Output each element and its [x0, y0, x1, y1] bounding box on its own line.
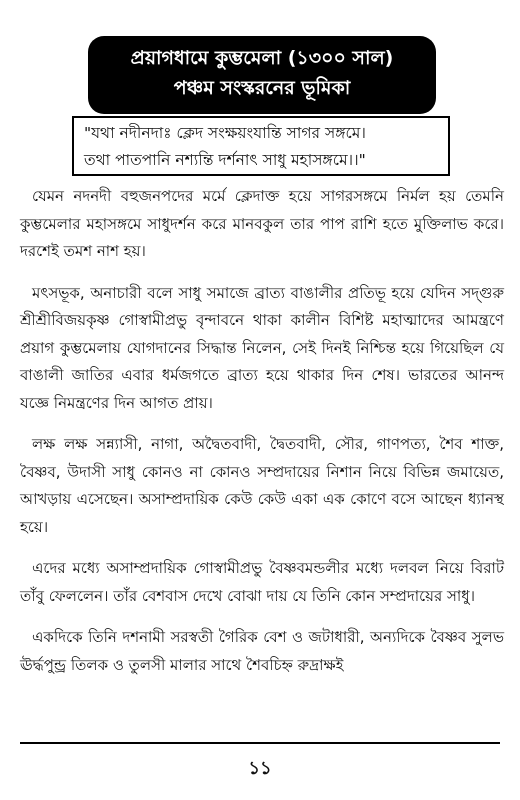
verse-line-2: তথা পাতপানি নশ্যন্তি দর্শনাৎ সাধু মহাসঙ্গমে।।" [84, 151, 366, 169]
paragraph-4: এদের মধ্যে অসাম্প্রদায়িক গোস্বামীপ্রভু বৈষ্ণবমন্ডলীর মধ্যে দলবল নিয়ে বিরাট তাঁবু ফেললেন। তাঁর বেশবাস দেখে বোঝা দায় যে তিনি কোন সম্প্রদায়ের সাধু। [20, 559, 504, 605]
chapter-title-box [88, 36, 436, 114]
chapter-title-line1: প্রয়াগধামে কুম্ভমেলা (১৩০০ সাল) [130, 47, 394, 69]
paragraph-2: মৎসভূক, অনাচারী বলে সাধু সমাজে ব্রাত্য বাঙালীর প্রতিভূ হয়ে যেদিন সদ্গুরু শ্রীশ্রীবিজয়কৃষ্ণ গোস্বামীপ্রভু বৃন্দাবনে থাকা কালীন বিশিষ্ট মহাত্মাদের আমন্ত্রণে প্রয়াগ কুম্ভমেলায় যোগদানের সিদ্ধান্ত নিলেন, সেই দিনই নিশ্চিন্ত হয়ে গিয়েছিল যে বাঙালী জাতির এবার ধর্মজগতে ব্রাত্য হয়ে থাকার দিন শেষ। ভারতের আনন্দ যজ্ঞে নিমন্ত্রণের দিন আগত প্রায়। [20, 283, 504, 412]
footer-divider [20, 742, 500, 744]
paragraph-5: একদিকে তিনি দশনামী সরস্বতী গৈরিক বেশ ও জটাধারী, অন্যদিকে বৈষ্ণব সুলভ ঊর্দ্ধপুন্ড্র তিলক ও তুলসী মালার সাথে শৈবচিহ্ন রুদ্রাক্ষই [20, 628, 504, 674]
body-text [20, 183, 504, 693]
chapter-title-line2: পঞ্চম সংস্করনের ভূমিকা [173, 77, 351, 99]
paragraph-1: যেমন নদনদী বহুজনপদের মর্মে ক্লেদাক্ত হয়ে সাগরসঙ্গমে নির্মল হয় তেমনি কুম্ভমেলার মহাসঙ্গমে সাধুদর্শন করে মানবকুল তার পাপ রাশি হতে মুক্তিলাভ করে। দরশেই তমশ নাশ হয়। [20, 187, 504, 260]
verse-line-1: "যথা নদীনদাঃ ক্লেদ সংক্ষয়ংযান্তি সাগর সঙ্গমে। [84, 124, 366, 142]
paragraph-3: লক্ষ লক্ষ সন্ন্যাসী, নাগা, অদ্বৈতবাদী, দ্বৈতবাদী, সৌর, গাণপত্য, শৈব শাক্ত, বৈষ্ণব, উদাসী সাধু কোনও না কোনও সম্প্রদায়ের নিশান নিয়ে বিভিন্ন জমায়েত, আখড়ায় এসেছেন। অসাম্প্রদায়িক কেউ কেউ একা এক কোণে বসে আছেন ধ্যানস্থ হয়ে। [20, 435, 504, 536]
sanskrit-verse-box [72, 116, 450, 176]
page-number: ১১ [248, 758, 272, 779]
